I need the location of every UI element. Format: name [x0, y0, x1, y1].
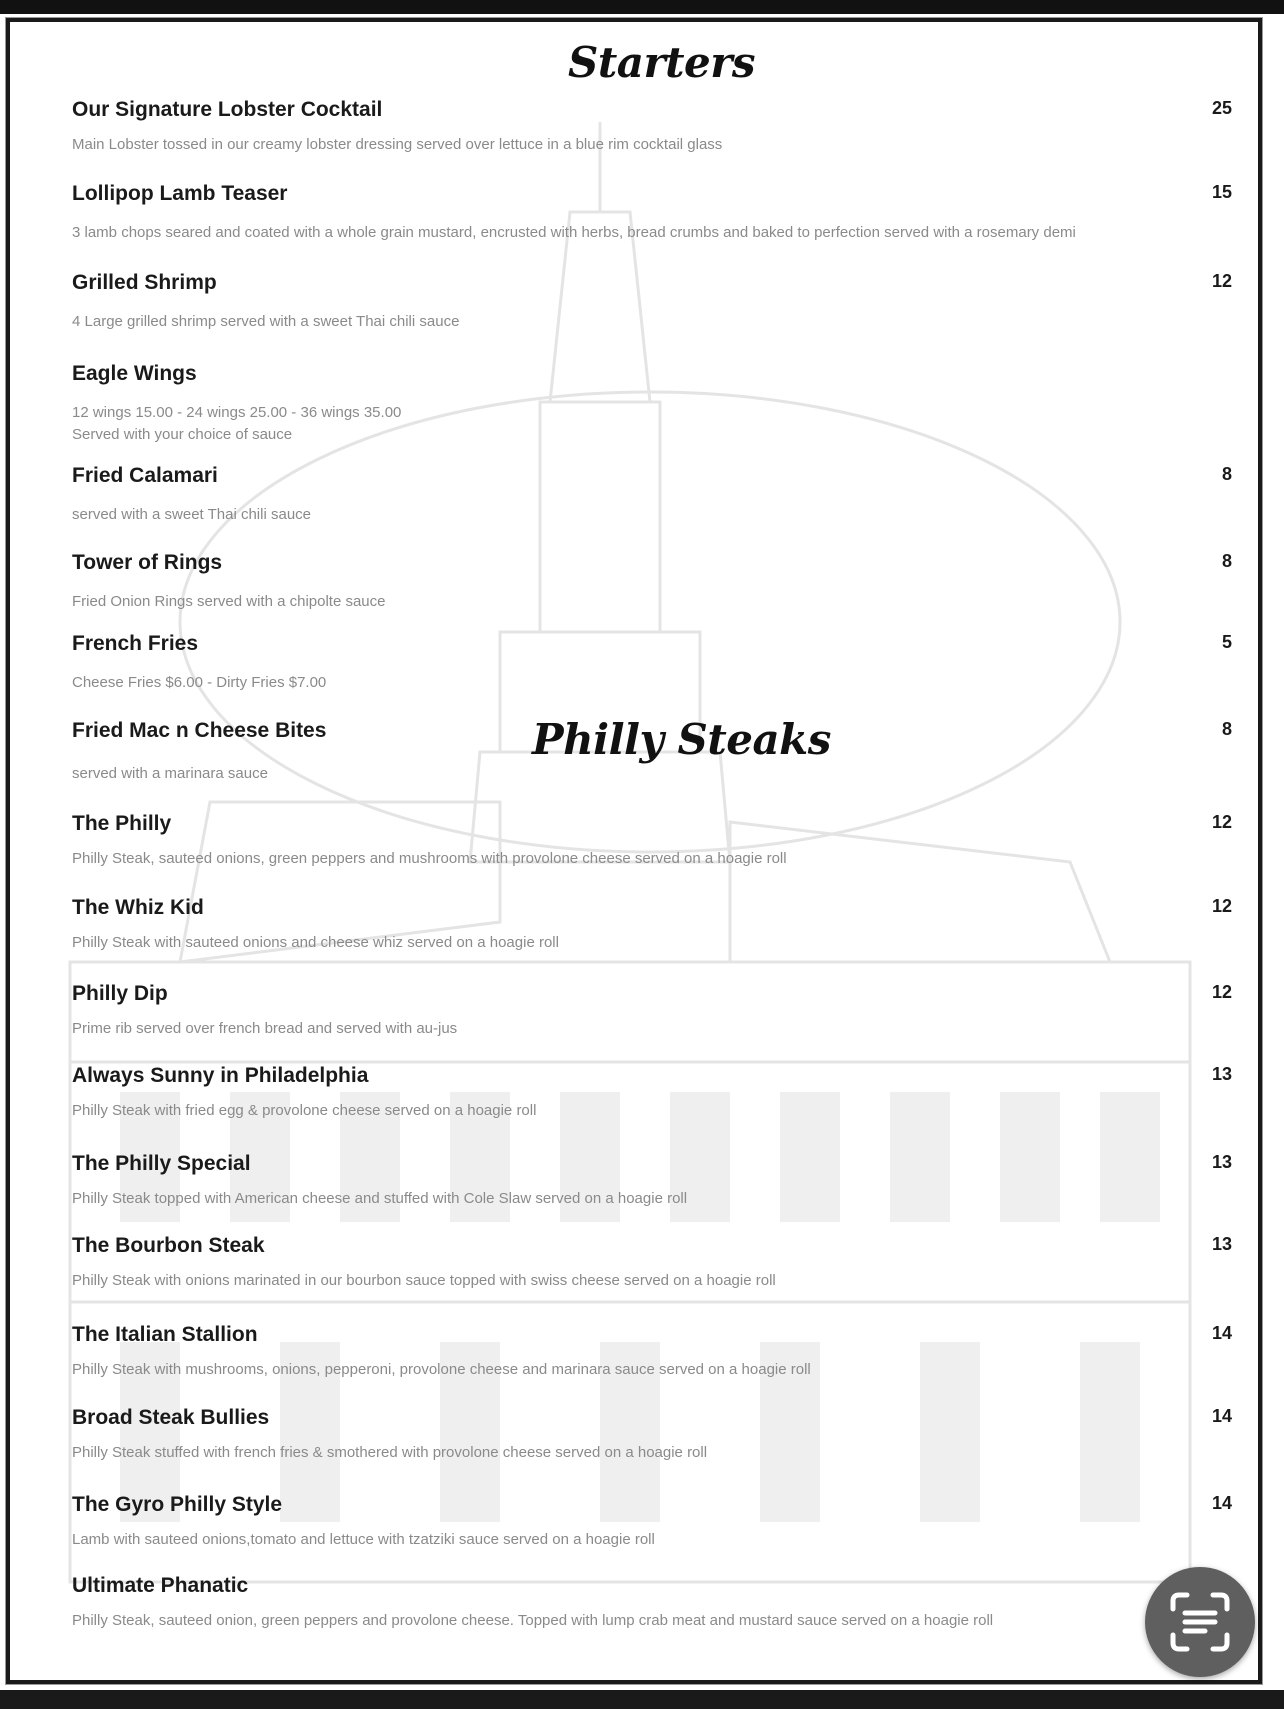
menu-item-price: 13 — [1211, 1152, 1232, 1172]
menu-item-description: Philly Steak with sauteed onions and cheese whiz served on a hoagie roll — [72, 934, 559, 951]
menu-item-name: Broad Steak Bullies — [72, 1406, 270, 1429]
menu-page — [6, 18, 1262, 1684]
top-bar — [0, 0, 1284, 14]
menu-item-name: French Fries — [72, 632, 199, 655]
menu-item-description: 12 wings 15.00 - 24 wings 25.00 - 36 wings 35.00 — [72, 404, 402, 421]
menu-item-price: 12 — [1211, 271, 1232, 291]
menu-item-name: Fried Mac n Cheese Bites — [72, 719, 327, 742]
menu-item-price: 15 — [1211, 182, 1232, 202]
menu-item-description: Served with your choice of sauce — [72, 426, 293, 443]
menu-item-name: Lollipop Lamb Teaser — [72, 182, 288, 205]
bottom-bar — [0, 1690, 1284, 1709]
menu-item-description: 3 lamb chops seared and coated with a whole grain mustard, encrusted with herbs, bread crumbs and baked to perfection served with a rosemary demi — [72, 224, 1076, 241]
menu-item-description: Philly Steak, sauteed onions, green peppers and mushrooms with provolone cheese served on a hoagie roll — [72, 850, 787, 867]
section-title-starters: Starters — [568, 38, 755, 87]
menu-item-name: The Philly Special — [72, 1152, 251, 1175]
menu-item-price: 8 — [1221, 464, 1232, 484]
menu-item-name: The Whiz Kid — [72, 896, 204, 919]
menu-item-price: 25 — [1211, 98, 1232, 118]
text-scan-button[interactable] — [1145, 1567, 1255, 1677]
menu-item-price: 13 — [1211, 1064, 1232, 1084]
menu-item-name: Fried Calamari — [72, 464, 218, 487]
menu-item-name: Eagle Wings — [72, 362, 197, 385]
menu-item-name: The Philly — [72, 812, 172, 835]
menu-item-price: 14 — [1211, 1493, 1232, 1513]
menu-item-description: Cheese Fries $6.00 - Dirty Fries $7.00 — [72, 674, 327, 691]
menu-item-name: Philly Dip — [72, 982, 168, 1005]
menu-item-description: Philly Steak topped with American cheese and stuffed with Cole Slaw served on a hoagie roll — [72, 1190, 688, 1207]
menu-item-description: Philly Steak, sauteed onion, green peppers and provolone cheese. Topped with lump crab meat and mustard sauce served on a hoagie roll — [72, 1612, 994, 1629]
menu-item-description: served with a marinara sauce — [72, 765, 268, 782]
menu-item-price: 8 — [1221, 719, 1232, 739]
menu-item-price: 12 — [1211, 982, 1232, 1002]
menu-item-description: Lamb with sauteed onions,tomato and lettuce with tzatziki sauce served on a hoagie roll — [72, 1531, 655, 1548]
menu-item-description: Philly Steak stuffed with french fries & smothered with provolone cheese served on a hoagie roll — [72, 1444, 708, 1461]
menu-item-name: The Italian Stallion — [72, 1323, 258, 1346]
menu-item-description: served with a sweet Thai chili sauce — [72, 506, 312, 523]
menu-item-description: 4 Large grilled shrimp served with a sweet Thai chili sauce — [72, 313, 460, 330]
menu-item-description: Fried Onion Rings served with a chipolte sauce — [72, 593, 386, 610]
menu-item-description: Philly Steak with mushrooms, onions, pepperoni, provolone cheese and marinara sauce served on a hoagie roll — [72, 1361, 811, 1378]
menu-item-price: 5 — [1221, 632, 1232, 652]
menu-item-name: Ultimate Phanatic — [72, 1574, 249, 1597]
menu-item-description: Prime rib served over french bread and served with au-jus — [72, 1020, 458, 1037]
menu-item-name: Our Signature Lobster Cocktail — [72, 98, 383, 121]
menu-item-price: 12 — [1211, 896, 1232, 916]
menu-item-name: The Bourbon Steak — [72, 1234, 265, 1257]
menu-item-price: 12 — [1211, 812, 1232, 832]
menu-item-price: 13 — [1211, 1234, 1232, 1254]
menu-item-name: Always Sunny in Philadelphia — [72, 1064, 369, 1087]
menu-item-name: The Gyro Philly Style — [72, 1493, 283, 1516]
section-title-philly-steaks: Philly Steaks — [532, 715, 831, 764]
menu-item-price: 14 — [1211, 1406, 1232, 1426]
menu-item-description: Main Lobster tossed in our creamy lobster dressing served over lettuce in a blue rim cocktail glass — [72, 136, 723, 153]
text-scan-icon — [1167, 1589, 1233, 1655]
menu-item-price: 14 — [1211, 1323, 1232, 1343]
menu-item-name: Tower of Rings — [72, 551, 223, 574]
menu-item-price: 8 — [1221, 551, 1232, 571]
menu-item-description: Philly Steak with fried egg & provolone cheese served on a hoagie roll — [72, 1102, 537, 1119]
menu-item-description: Philly Steak with onions marinated in our bourbon sauce topped with swiss cheese served on a hoagie roll — [72, 1272, 776, 1289]
menu-item-name: Grilled Shrimp — [72, 271, 217, 294]
